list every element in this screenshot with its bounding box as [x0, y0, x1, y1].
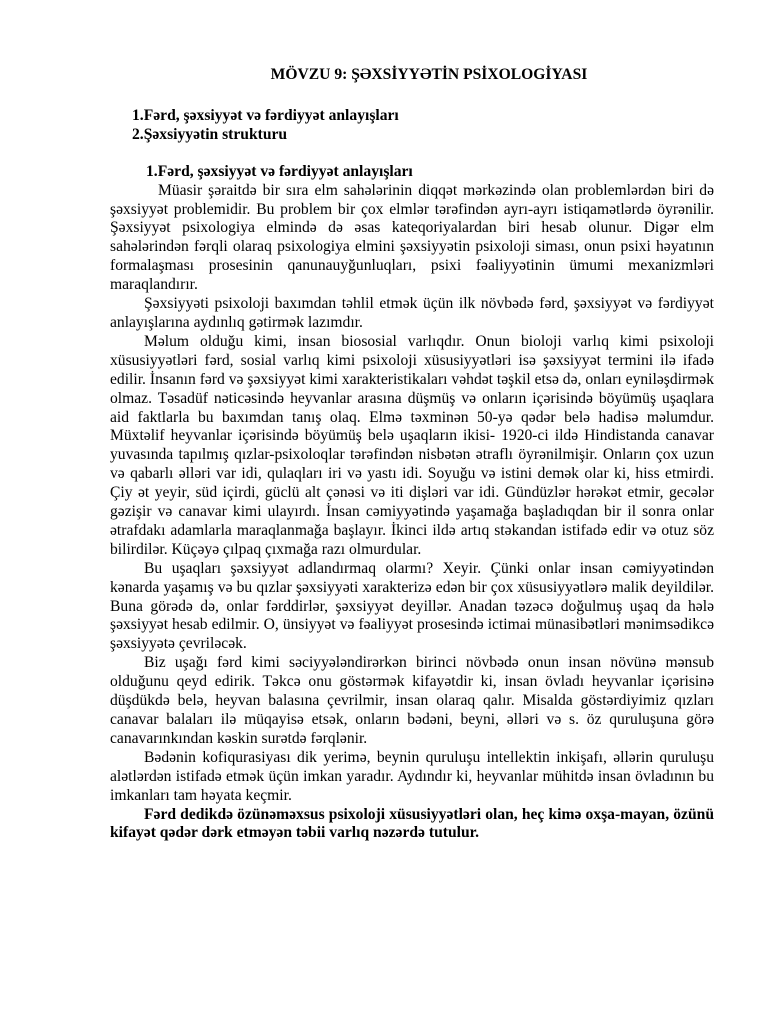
document-page [110, 66, 714, 843]
toc-item: 1.Fərd, şəxsiyyət və fərdiyyət anlayışları [132, 106, 399, 124]
paragraph: Müasir şəraitdə bir sıra elm sahələrinin diqqət mərkəzində olan problemlərdən biri də şəxsiyyət problemidir. Bu problem bir çox elmlər tərəfindən ayrı-ayrı istiqamətlərdə öyrənilir. Şəxsiyyət psixologiya elmində də əsas kateqoriyalardan biri hesab olunur. Digər elm sahələrindən fərqli olaraq psixologiya elmini şəxsiyyətin psixoloji siması, onun psixi həyatının formalaşması prosesinin qanunauyğunluqları, psixi fəaliyyətinin ümumi mexanizmləri maraqlandırır. [110, 181, 714, 294]
paragraph: Bu uşaqları şəxsiyyət adlandırmaq olarmı? Xeyir. Çünki onlar insan cəmiyyətindən kənarda yaşamış və bu qızlar şəxsiyyəti xarakterizə edən bir çox xüsusiyyətlərə malik deyildilər. Buna görədə də, onlar fərddirlər, şəxsiyyət deyillər. Anadan təzəcə doğulmuş uşaq da hələ şəxsiyyət hesab edilmir. O, ünsiyyət və fəaliyyət prosesində ictimai münasibətləri mənimsədikcə şəxsiyyətə çevriləcək. [110, 559, 714, 653]
paragraph: Məlum olduğu kimi, insan biososial varlıqdır. Onun bioloji varlıq kimi psixoloji xüsusiyyətləri fərd, sosial varlıq kimi psixoloji xüsusiyyətləri isə şəxsiyyət termini ilə ifadə edilir. İnsanın fərd və şəxsiyyət kimi xarakteristikaları vəhdət təşkil etsə də, onları eyniləşdirmək olmaz. Təsadüf nəticəsində heyvanlar arasına düşmüş və onların içərisində böyümüş uşaqlara aid faktlarla bu baxımdan tanış olaq. Elmə təxminən 50-yə qədər belə hadisə məlumdur. Müxtəlif heyvanlar içərisində böyümüş belə uşaqların ikisi- 1920-ci ildə Hindistanda canavar yuvasında tapılmış qızlar-psixoloqlar tərəfindən nisbətən ətraflı öyrənilmişir. Onların çox uzun və qabarlı əlləri var idi, qulaqları iri və yastı idi. Soyuğu və istini demək olar ki, hiss etmirdi. Çiy ət yeyir, süd içirdi, güclü alt çənəsi və iti dişləri var idi. Gündüzlər hərəkət etmir, gecələr gəzişir və canavar kimi ulayırdı. İnsan cəmiyyətində yaşamağa başladıqdan bir il sonra onlar ətrafdakı adamlarla maraqlanmağa başlayır. İkinci ildə artıq stəkandan istifadə edir və otuz söz bilirdilər. Küçəyə çılpaq çıxmağa razı olmurdular. [110, 332, 714, 558]
paragraph: Bədənin kofiqurasiyası dik yerimə, beynin quruluşu intellektin inkişafı, əllərin quruluşu alətlərdən istifadə etmək üçün imkan yaradır. Aydındır ki, heyvanlar mühitdə insan övladının bu imkanları tam həyata keçmir. [110, 748, 714, 804]
page-title: MÖVZU 9: ŞƏXSİYYƏTİN PSİXOLOGİYASI [270, 66, 588, 83]
paragraph: Şəxsiyyəti psixoloji baxımdan təhlil etmək üçün ilk növbədə fərd, şəxsiyyət və fərdiyyət anlayışlarına aydınlıq gətirmək lazımdır. [110, 295, 714, 331]
definition-paragraph: Fərd dedikdə özünəməxsus psixoloji xüsusiyyətləri olan, heç kimə oxşa-mayan, özünü kifayət qədər dərk etməyən təbii varlıq nəzərdə tutulur. [110, 805, 714, 842]
table-of-contents [110, 107, 714, 145]
section-heading: 1.Fərd, şəxsiyyət və fərdiyyət anlayışları [146, 162, 413, 180]
toc-item: 2.Şəxsiyyətin strukturu [132, 125, 288, 143]
paragraph: Biz uşağı fərd kimi səciyyələndirərkən birinci növbədə onun insan növünə mənsub olduğunu qeyd edirik. Təkcə onu göstərmək kifayətdir ki, insan övladı heyvanlar içərisinə düşdükdə belə, heyvan balasına çevrilmir, insan olaraq qalır. Misalda göstərdiyimiz qızları canavar balaları ilə müqayisə etsək, onların bədəni, beyni, əlləri və s. öz quruluşuna görə canavarınkından kəskin surətdə fərqlənir. [110, 654, 714, 747]
